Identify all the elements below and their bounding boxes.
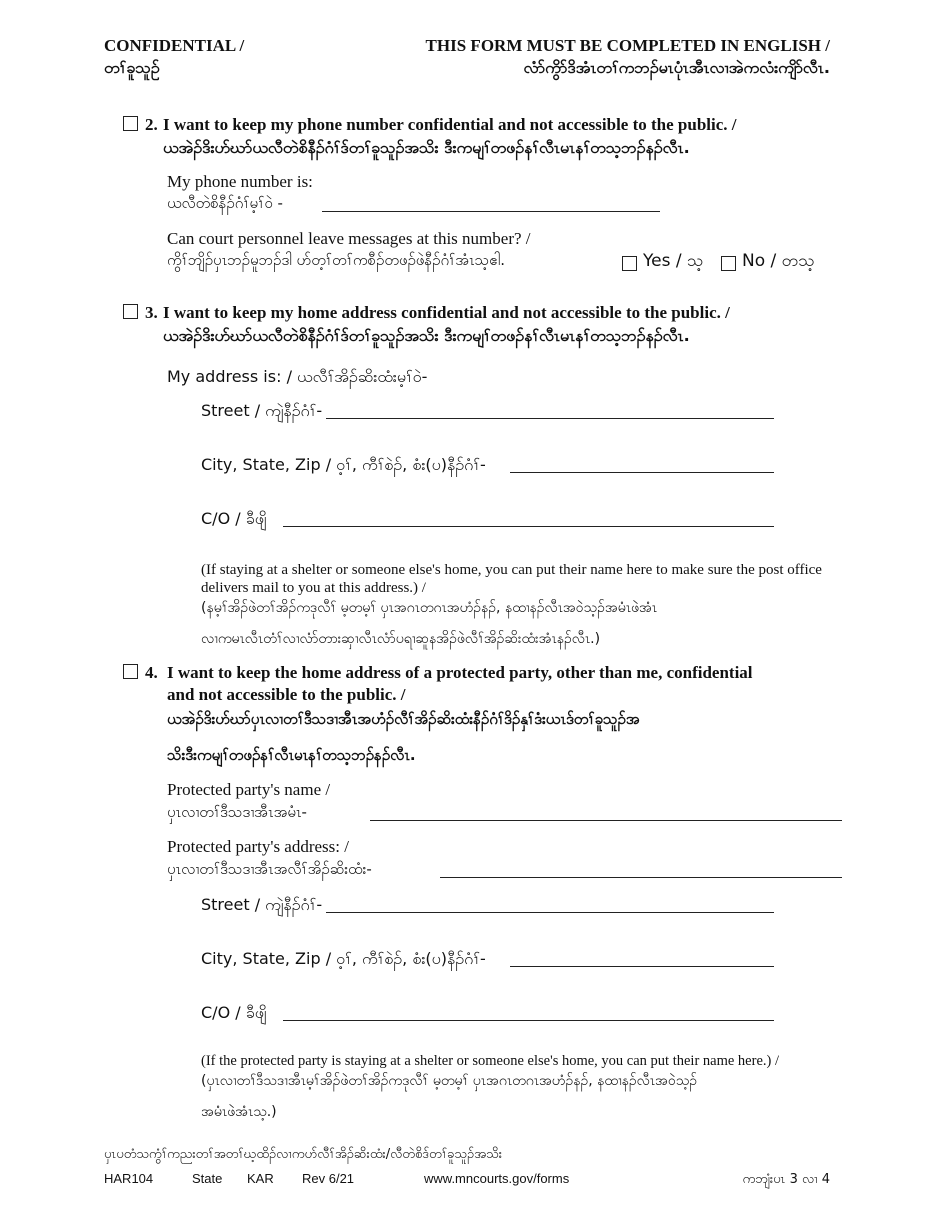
messages-question-kar: ကွိၢ်ဘျိၣ်ပှၤဘၣ်မူဘၣ်ဒါ ဟ်တ့ၢ်တၢ်ကစီၣ်တဖၣ်ဖဲနီၣ်ဂံၢ်အံၤသ့ဧါ.: [167, 251, 505, 269]
section4-title-en-1: I want to keep the home address of a protected party, other than me, confidential: [167, 663, 753, 682]
protected-city-label: City, State, Zip / ဝ့ၢ်, ကီၢ်စဲၣ်, စံး(ပ)နီၣ်ဂံၢ်-: [201, 949, 486, 968]
section3-title-en: I want to keep my home address confidential and not accessible to the public. /: [163, 303, 730, 322]
messages-no-checkbox[interactable]: [721, 256, 736, 271]
section4-number: 4.: [145, 663, 158, 682]
protected-care-of-label: C/O / ခီဖျိ: [201, 1003, 267, 1022]
address-label: My address is: / ယလီၢ်အိၣ်ဆိးထံးမ့ၢ်ဝဲ-: [167, 367, 428, 386]
footer-language: KAR: [247, 1171, 274, 1186]
protected-address-label-en: Protected party's address: /: [167, 837, 349, 856]
footer-page-number: ကဘျံးပၤ 3 လၢ 4: [742, 1172, 830, 1187]
phone-label-en: My phone number is:: [167, 172, 313, 191]
protected-city-field[interactable]: [510, 966, 774, 967]
section4-title-en-2: and not accessible to the public. /: [167, 685, 406, 704]
phone-label-kar: ယလီတဲစိနီၣ်ဂံၢ်မ့ၢ်ဝဲ -: [167, 194, 283, 212]
protected-shelter-note-kar-2: အမံၤဖဲအံၤသ့.): [201, 1104, 277, 1120]
protected-name-label-kar: ပှၤလၢတၢ်ဒီသဒၢအီၤအမံၤ-: [167, 803, 307, 821]
footer-form-id: HAR104: [104, 1171, 154, 1186]
header-confidential-kar: တၢ်ခူသူဉ်: [104, 58, 160, 77]
section4-title-kar-2: သိးဒီးကမျၢ်တဖၣ်နၢ်လီၤမၤနၢ်တသ့ဘၣ်နၣ်လီၤ.: [167, 746, 416, 764]
messages-no-label: No / တသ့: [742, 251, 815, 271]
footer-revision: Rev 6/21: [302, 1171, 355, 1186]
footer-title-kar: ပှၤပတံသကွံၢ်ကညးတၢ်အတၢ်ဃ့ထိၣ်လၢကဟ်လီၢ်အိၣ်ဆိးထံး/လီတဲစိဒ်တၢ်ခူသူၣ်အသိး: [104, 1147, 502, 1162]
protected-name-label-en: Protected party's name /: [167, 780, 331, 799]
care-of-field[interactable]: [283, 526, 774, 527]
section2-checkbox[interactable]: [123, 116, 138, 131]
protected-shelter-note-kar-1: (ပှၤလၢတၢ်ဒီသဒၢအီၤမ့ၢ်အိၣ်ဖဲတၢ်အိၣ်ကဒုလီၢ် မ့တမ့ၢ် ပှၤအဂၤတဂၤအဟံၣ်နၣ်, နထၢနၣ်လီၤအဝဲသ့ၣ်: [201, 1073, 698, 1089]
header-confidential-en: CONFIDENTIAL /: [104, 36, 245, 55]
section3-checkbox[interactable]: [123, 304, 138, 319]
section2-number: 2.: [145, 115, 158, 134]
header-english-notice-kar: လံာ်ကွိာ်ဒိအံၤတၢ်ကဘၣ်မၤပုံၤအီၤလၢအဲကလံးကျိာ်လီၤ.: [523, 58, 830, 77]
footer-url: www.mncourts.gov/forms: [424, 1171, 570, 1186]
city-state-zip-label: City, State, Zip / ဝ့ၢ်, ကီၢ်စဲၣ်, စံး(ပ)နီၣ်ဂံၢ်-: [201, 455, 486, 474]
protected-address-label-kar: ပှၤလၢတၢ်ဒီသဒၢအီၤအလီၢ်အိၣ်ဆိးထံး-: [167, 860, 372, 878]
protected-street-field[interactable]: [326, 912, 774, 913]
city-state-zip-field[interactable]: [510, 472, 774, 473]
shelter-note-kar-1: (နမ့ၢ်အိၣ်ဖဲတၢ်အိၣ်ကဒုလီၢ် မ့တမ့ၢ် ပှၤအဂၤတဂၤအဟံၣ်နၣ်, နထၢနၣ်လီၤအဝဲသ့ၣ်အမံၤဖဲအံၤ: [201, 600, 658, 616]
section4-title-kar-1: ယအဲၣ်ဒိးဟ်ဃာ်ပှၤလၢတၢ်ဒီသဒၢအီၤအဟံၣ်လီၢ်အိၣ်ဆိးထံးနီၣ်ဂံၢ်ဒိၣ်နှၢ်ဒံးယၤဒ်တၢ်ခူသူၣ်အ: [167, 710, 640, 728]
messages-question-en: Can court personnel leave messages at this number? /: [167, 229, 531, 248]
section2-title-en: I want to keep my phone number confidential and not accessible to the public. /: [163, 115, 737, 134]
protected-shelter-note-en: (If the protected party is staying at a shelter or someone else's home, you can put their name here.) /: [201, 1053, 779, 1069]
street-field[interactable]: [326, 418, 774, 419]
shelter-note-en: (If staying at a shelter or someone else's home, you can put their name here to make sure the post office delivers mail to you at this address.) /: [201, 562, 822, 596]
footer-state: State: [192, 1171, 223, 1186]
protected-address-field[interactable]: [440, 877, 842, 878]
section2-title-kar: ယအဲၣ်ဒိးဟ်ဃာ်ယလီတဲစိနီၣ်ဂံၢ်ဒ်တၢ်ခူသူၣ်အသိး ဒီးကမျၢ်တဖၣ်နၢ်လီၤမၤနၢ်တသ့ဘၣ်နၣ်လီၤ.: [163, 138, 690, 157]
section4-checkbox[interactable]: [123, 664, 138, 679]
street-label: Street / ကျဲနီၣ်ဂံၢ်-: [201, 401, 323, 420]
messages-yes-label: Yes / သ့: [643, 251, 704, 271]
care-of-label: C/O / ခီဖျိ: [201, 509, 267, 528]
protected-care-of-field[interactable]: [283, 1020, 774, 1021]
phone-number-field[interactable]: [322, 211, 660, 212]
header-english-notice: THIS FORM MUST BE COMPLETED IN ENGLISH /: [425, 36, 830, 55]
section3-title-kar: ယအဲၣ်ဒိးဟ်ဃာ်ယလီတဲစိနီၣ်ဂံၢ်ဒ်တၢ်ခူသူၣ်အသိး ဒီးကမျၢ်တဖၣ်နၢ်လီၤမၤနၢ်တသ့ဘၣ်နၣ်လီၤ.: [163, 326, 690, 345]
shelter-note-kar-2: လၢကမၤလီၤတံၢ်လၢလံာ်တားဆှၢလီၤလံာ်ပရၢဆူနအိၣ်ဖဲလီၢ်အိၣ်ဆိးထံးအံၤနၣ်လီၤ.): [201, 631, 601, 647]
section3-number: 3.: [145, 303, 158, 322]
protected-name-field[interactable]: [370, 820, 842, 821]
messages-yes-checkbox[interactable]: [622, 256, 637, 271]
protected-street-label: Street / ကျဲနီၣ်ဂံၢ်-: [201, 895, 323, 914]
